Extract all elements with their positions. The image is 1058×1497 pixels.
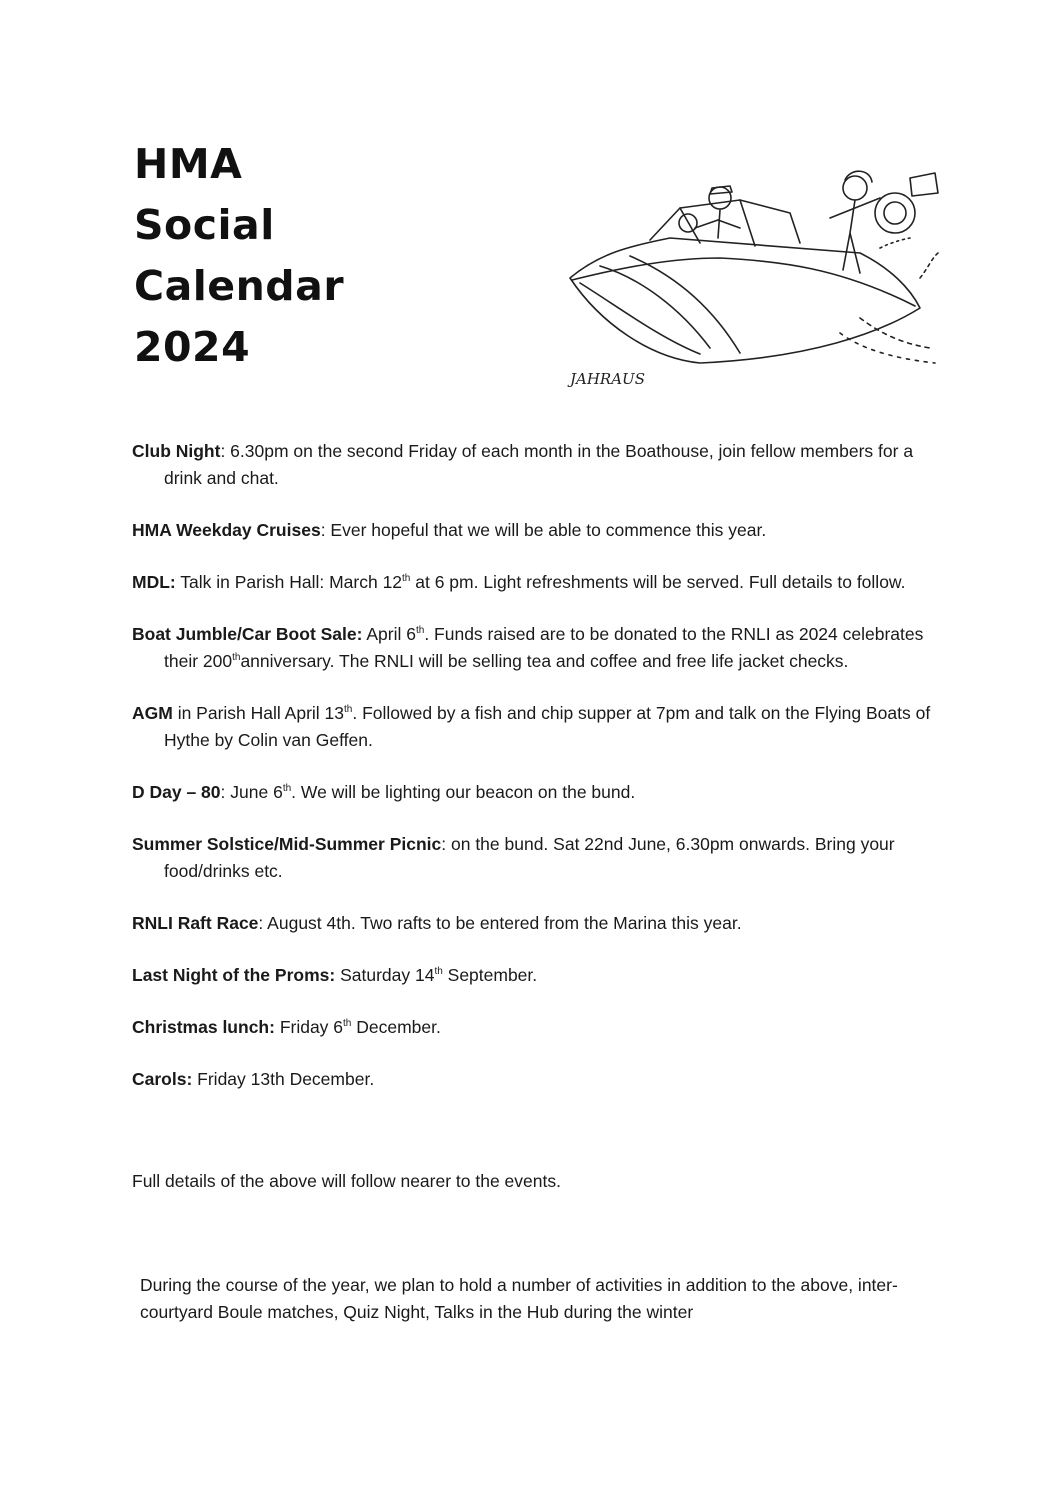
event-christmas-lunch: Christmas lunch: Friday 6th December. — [132, 1017, 441, 1037]
event-club-night: Club Night: 6.30pm on the second Friday of each month in the Boathouse, join fellow members for a drink and chat. — [132, 441, 914, 488]
event-d-day: D Day – 80: June 6th. We will be lighting our beacon on the bund. — [132, 782, 636, 802]
illustrator-signature: JAHRAUS — [570, 370, 645, 388]
closing-paragraph: During the course of the year, we plan to hold a number of activities in addition to the above, inter-courtyard Boule matches, Quiz Night, Talks in the Hub during the winter — [140, 1275, 898, 1322]
event-proms: Last Night of the Proms: Saturday 14th September. — [132, 965, 538, 985]
life-ring — [875, 193, 915, 233]
title-line-3: Calendar — [134, 262, 345, 310]
boat-hull — [570, 238, 920, 363]
passenger-head — [843, 176, 867, 200]
title-line-4: 2024 — [134, 323, 251, 371]
speedboat-cartoon-illustration — [560, 158, 945, 390]
title-line-2: Social — [134, 201, 275, 249]
title-line-1: HMA — [134, 140, 243, 188]
event-boat-jumble: Boat Jumble/Car Boot Sale: April 6th. Funds raised are to be donated to the RNLI as 2024 celebrates their 200thanniversary. The RNLI will be selling tea and coffee and free life jacket checks. — [132, 624, 924, 671]
event-list — [132, 438, 932, 1118]
page-title — [134, 134, 344, 378]
event-carols: Carols: Friday 13th December. — [132, 1069, 375, 1089]
event-weekday-cruises: HMA Weekday Cruises: Ever hopeful that we will be able to commence this year. — [132, 520, 767, 540]
event-mdl: MDL: Talk in Parish Hall: March 12th at 6 pm. Light refreshments will be served. Full details to follow. — [132, 572, 906, 592]
footnote: Full details of the above will follow nearer to the events. — [132, 1171, 561, 1191]
event-agm: AGM in Parish Hall April 13th. Followed by a fish and chip supper at 7pm and talk on the Flying Boats of Hythe by Colin van Geffen. — [132, 703, 931, 750]
event-summer-solstice: Summer Solstice/Mid-Summer Picnic: on the bund. Sat 22nd June, 6.30pm onwards. Bring your food/drinks etc. — [132, 834, 895, 881]
event-raft-race: RNLI Raft Race: August 4th. Two rafts to be entered from the Marina this year. — [132, 913, 742, 933]
driver-head — [709, 187, 731, 209]
